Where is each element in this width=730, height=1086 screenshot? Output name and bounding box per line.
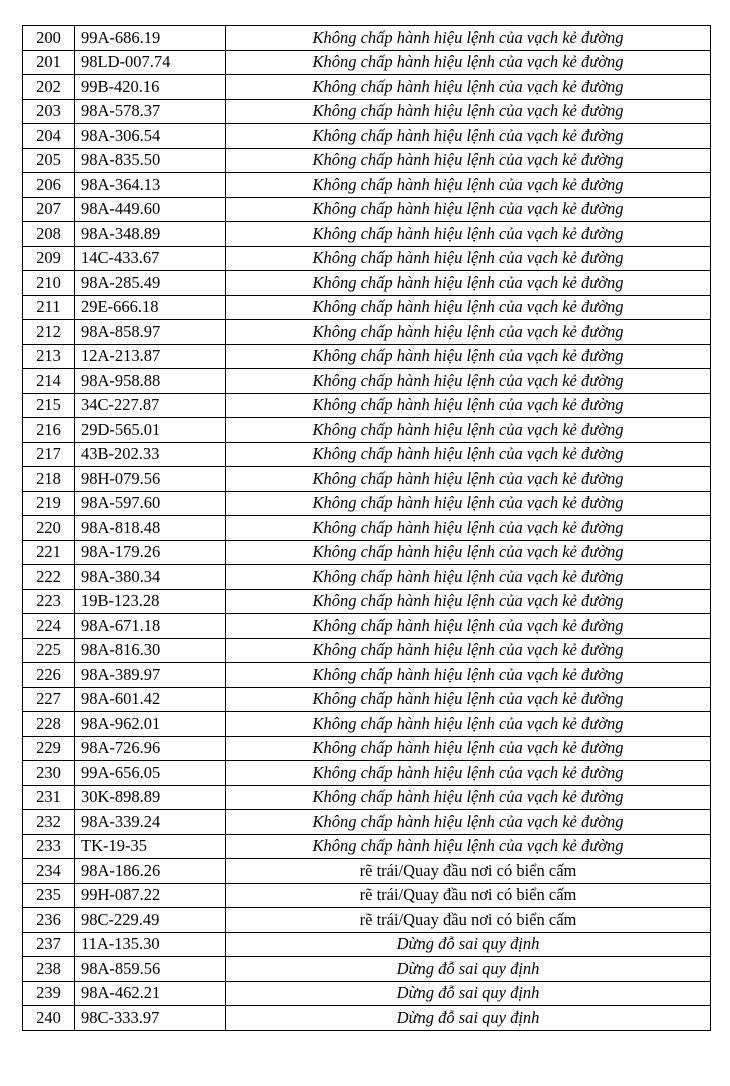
table-row (23, 491, 711, 516)
row-number-cell: 209 (23, 246, 75, 271)
violation-description-cell: Không chấp hành hiệu lệnh của vạch kẻ đường (226, 271, 711, 296)
row-number-cell: 229 (23, 736, 75, 761)
row-number-cell: 214 (23, 369, 75, 394)
table-row (23, 834, 711, 859)
row-number-cell: 238 (23, 957, 75, 982)
row-number-cell: 202 (23, 75, 75, 100)
violation-description-cell: Không chấp hành hiệu lệnh của vạch kẻ đường (226, 614, 711, 639)
row-number-cell: 226 (23, 663, 75, 688)
row-number-cell: 231 (23, 785, 75, 810)
violation-description-cell: Không chấp hành hiệu lệnh của vạch kẻ đường (226, 344, 711, 369)
violation-description-cell: Không chấp hành hiệu lệnh của vạch kẻ đường (226, 663, 711, 688)
license-plate-cell: 98LD-007.74 (75, 50, 226, 75)
row-number-cell: 220 (23, 516, 75, 541)
row-number-cell: 217 (23, 442, 75, 467)
violation-table (22, 25, 711, 1031)
table-row (23, 859, 711, 884)
table-row (23, 148, 711, 173)
row-number-cell: 207 (23, 197, 75, 222)
table-row (23, 908, 711, 933)
license-plate-cell: 99B-420.16 (75, 75, 226, 100)
row-number-cell: 203 (23, 99, 75, 124)
violation-description-cell: rẽ trái/Quay đầu nơi có biển cấm (226, 908, 711, 933)
row-number-cell: 205 (23, 148, 75, 173)
license-plate-cell: 99H-087.22 (75, 883, 226, 908)
license-plate-cell: TK-19-35 (75, 834, 226, 859)
table-row (23, 932, 711, 957)
row-number-cell: 213 (23, 344, 75, 369)
license-plate-cell: 29E-666.18 (75, 295, 226, 320)
row-number-cell: 222 (23, 565, 75, 590)
license-plate-cell: 98A-859.56 (75, 957, 226, 982)
table-row (23, 687, 711, 712)
license-plate-cell: 98A-285.49 (75, 271, 226, 296)
license-plate-cell: 98A-835.50 (75, 148, 226, 173)
license-plate-cell: 30K-898.89 (75, 785, 226, 810)
license-plate-cell: 43B-202.33 (75, 442, 226, 467)
violation-description-cell: Không chấp hành hiệu lệnh của vạch kẻ đường (226, 295, 711, 320)
table-row (23, 785, 711, 810)
license-plate-cell: 98A-816.30 (75, 638, 226, 663)
table-row (23, 75, 711, 100)
table-row (23, 222, 711, 247)
row-number-cell: 232 (23, 810, 75, 835)
violation-description-cell: Không chấp hành hiệu lệnh của vạch kẻ đường (226, 467, 711, 492)
table-row (23, 197, 711, 222)
license-plate-cell: 98A-818.48 (75, 516, 226, 541)
table-row (23, 540, 711, 565)
license-plate-cell: 29D-565.01 (75, 418, 226, 443)
violation-description-cell: Không chấp hành hiệu lệnh của vạch kẻ đường (226, 834, 711, 859)
violation-description-cell: Không chấp hành hiệu lệnh của vạch kẻ đường (226, 173, 711, 198)
violation-description-cell: Không chấp hành hiệu lệnh của vạch kẻ đường (226, 638, 711, 663)
row-number-cell: 224 (23, 614, 75, 639)
table-row (23, 344, 711, 369)
table-row (23, 246, 711, 271)
violation-description-cell: Không chấp hành hiệu lệnh của vạch kẻ đường (226, 565, 711, 590)
table-row (23, 663, 711, 688)
row-number-cell: 233 (23, 834, 75, 859)
row-number-cell: 218 (23, 467, 75, 492)
license-plate-cell: 98A-380.34 (75, 565, 226, 590)
violation-description-cell: rẽ trái/Quay đầu nơi có biển cấm (226, 859, 711, 884)
row-number-cell: 201 (23, 50, 75, 75)
table-row (23, 736, 711, 761)
violation-description-cell: Dừng đỗ sai quy định (226, 932, 711, 957)
license-plate-cell: 98C-229.49 (75, 908, 226, 933)
violation-description-cell: Không chấp hành hiệu lệnh của vạch kẻ đường (226, 589, 711, 614)
license-plate-cell: 98A-962.01 (75, 712, 226, 737)
violation-description-cell: Dừng đỗ sai quy định (226, 957, 711, 982)
table-row (23, 271, 711, 296)
violation-description-cell: Không chấp hành hiệu lệnh của vạch kẻ đường (226, 26, 711, 51)
license-plate-cell: 99A-656.05 (75, 761, 226, 786)
license-plate-cell: 98A-179.26 (75, 540, 226, 565)
license-plate-cell: 11A-135.30 (75, 932, 226, 957)
license-plate-cell: 98A-958.88 (75, 369, 226, 394)
row-number-cell: 236 (23, 908, 75, 933)
violation-description-cell: Không chấp hành hiệu lệnh của vạch kẻ đường (226, 418, 711, 443)
table-row (23, 761, 711, 786)
table-row (23, 810, 711, 835)
license-plate-cell: 12A-213.87 (75, 344, 226, 369)
row-number-cell: 219 (23, 491, 75, 516)
license-plate-cell: 98A-578.37 (75, 99, 226, 124)
license-plate-cell: 98A-858.97 (75, 320, 226, 345)
license-plate-cell: 34C-227.87 (75, 393, 226, 418)
violation-description-cell: Dừng đỗ sai quy định (226, 1006, 711, 1031)
violation-description-cell: rẽ trái/Quay đầu nơi có biển cấm (226, 883, 711, 908)
violation-description-cell: Không chấp hành hiệu lệnh của vạch kẻ đường (226, 197, 711, 222)
license-plate-cell: 98A-348.89 (75, 222, 226, 247)
row-number-cell: 240 (23, 1006, 75, 1031)
table-row (23, 1006, 711, 1031)
table-body (23, 26, 711, 1031)
violation-description-cell: Không chấp hành hiệu lệnh của vạch kẻ đường (226, 810, 711, 835)
table-row (23, 124, 711, 149)
violation-description-cell: Không chấp hành hiệu lệnh của vạch kẻ đường (226, 320, 711, 345)
license-plate-cell: 98A-364.13 (75, 173, 226, 198)
table-row (23, 957, 711, 982)
row-number-cell: 208 (23, 222, 75, 247)
row-number-cell: 237 (23, 932, 75, 957)
table-row (23, 589, 711, 614)
violation-description-cell: Không chấp hành hiệu lệnh của vạch kẻ đường (226, 148, 711, 173)
row-number-cell: 215 (23, 393, 75, 418)
violation-description-cell: Không chấp hành hiệu lệnh của vạch kẻ đường (226, 75, 711, 100)
license-plate-cell: 98A-601.42 (75, 687, 226, 712)
violation-description-cell: Không chấp hành hiệu lệnh của vạch kẻ đường (226, 50, 711, 75)
table-row (23, 442, 711, 467)
table-row (23, 320, 711, 345)
violation-description-cell: Dừng đỗ sai quy định (226, 981, 711, 1006)
row-number-cell: 228 (23, 712, 75, 737)
table-row (23, 516, 711, 541)
violation-description-cell: Không chấp hành hiệu lệnh của vạch kẻ đường (226, 222, 711, 247)
row-number-cell: 223 (23, 589, 75, 614)
table-row (23, 393, 711, 418)
violation-description-cell: Không chấp hành hiệu lệnh của vạch kẻ đường (226, 491, 711, 516)
table-row (23, 614, 711, 639)
violation-description-cell: Không chấp hành hiệu lệnh của vạch kẻ đường (226, 369, 711, 394)
violation-description-cell: Không chấp hành hiệu lệnh của vạch kẻ đường (226, 761, 711, 786)
license-plate-cell: 14C-433.67 (75, 246, 226, 271)
violation-description-cell: Không chấp hành hiệu lệnh của vạch kẻ đường (226, 540, 711, 565)
table-row (23, 565, 711, 590)
license-plate-cell: 98A-449.60 (75, 197, 226, 222)
violation-description-cell: Không chấp hành hiệu lệnh của vạch kẻ đường (226, 246, 711, 271)
table-row (23, 638, 711, 663)
table-row (23, 295, 711, 320)
row-number-cell: 216 (23, 418, 75, 443)
row-number-cell: 221 (23, 540, 75, 565)
violation-description-cell: Không chấp hành hiệu lệnh của vạch kẻ đường (226, 736, 711, 761)
row-number-cell: 230 (23, 761, 75, 786)
row-number-cell: 211 (23, 295, 75, 320)
violation-description-cell: Không chấp hành hiệu lệnh của vạch kẻ đường (226, 712, 711, 737)
license-plate-cell: 98A-306.54 (75, 124, 226, 149)
license-plate-cell: 98C-333.97 (75, 1006, 226, 1031)
license-plate-cell: 98A-186.26 (75, 859, 226, 884)
license-plate-cell: 19B-123.28 (75, 589, 226, 614)
license-plate-cell: 98H-079.56 (75, 467, 226, 492)
license-plate-cell: 98A-462.21 (75, 981, 226, 1006)
violation-description-cell: Không chấp hành hiệu lệnh của vạch kẻ đường (226, 516, 711, 541)
violation-description-cell: Không chấp hành hiệu lệnh của vạch kẻ đường (226, 124, 711, 149)
row-number-cell: 206 (23, 173, 75, 198)
row-number-cell: 234 (23, 859, 75, 884)
license-plate-cell: 98A-671.18 (75, 614, 226, 639)
row-number-cell: 200 (23, 26, 75, 51)
violation-description-cell: Không chấp hành hiệu lệnh của vạch kẻ đường (226, 785, 711, 810)
row-number-cell: 225 (23, 638, 75, 663)
license-plate-cell: 98A-389.97 (75, 663, 226, 688)
license-plate-cell: 99A-686.19 (75, 26, 226, 51)
table-row (23, 173, 711, 198)
row-number-cell: 235 (23, 883, 75, 908)
row-number-cell: 210 (23, 271, 75, 296)
license-plate-cell: 98A-597.60 (75, 491, 226, 516)
row-number-cell: 204 (23, 124, 75, 149)
table-row (23, 50, 711, 75)
table-row (23, 981, 711, 1006)
violation-description-cell: Không chấp hành hiệu lệnh của vạch kẻ đường (226, 687, 711, 712)
table-row (23, 883, 711, 908)
row-number-cell: 212 (23, 320, 75, 345)
table-row (23, 26, 711, 51)
table-row (23, 467, 711, 492)
violation-description-cell: Không chấp hành hiệu lệnh của vạch kẻ đường (226, 442, 711, 467)
violation-description-cell: Không chấp hành hiệu lệnh của vạch kẻ đường (226, 393, 711, 418)
license-plate-cell: 98A-726.96 (75, 736, 226, 761)
violation-description-cell: Không chấp hành hiệu lệnh của vạch kẻ đường (226, 99, 711, 124)
table-row (23, 712, 711, 737)
table-row (23, 418, 711, 443)
table-row (23, 369, 711, 394)
row-number-cell: 227 (23, 687, 75, 712)
license-plate-cell: 98A-339.24 (75, 810, 226, 835)
table-row (23, 99, 711, 124)
row-number-cell: 239 (23, 981, 75, 1006)
